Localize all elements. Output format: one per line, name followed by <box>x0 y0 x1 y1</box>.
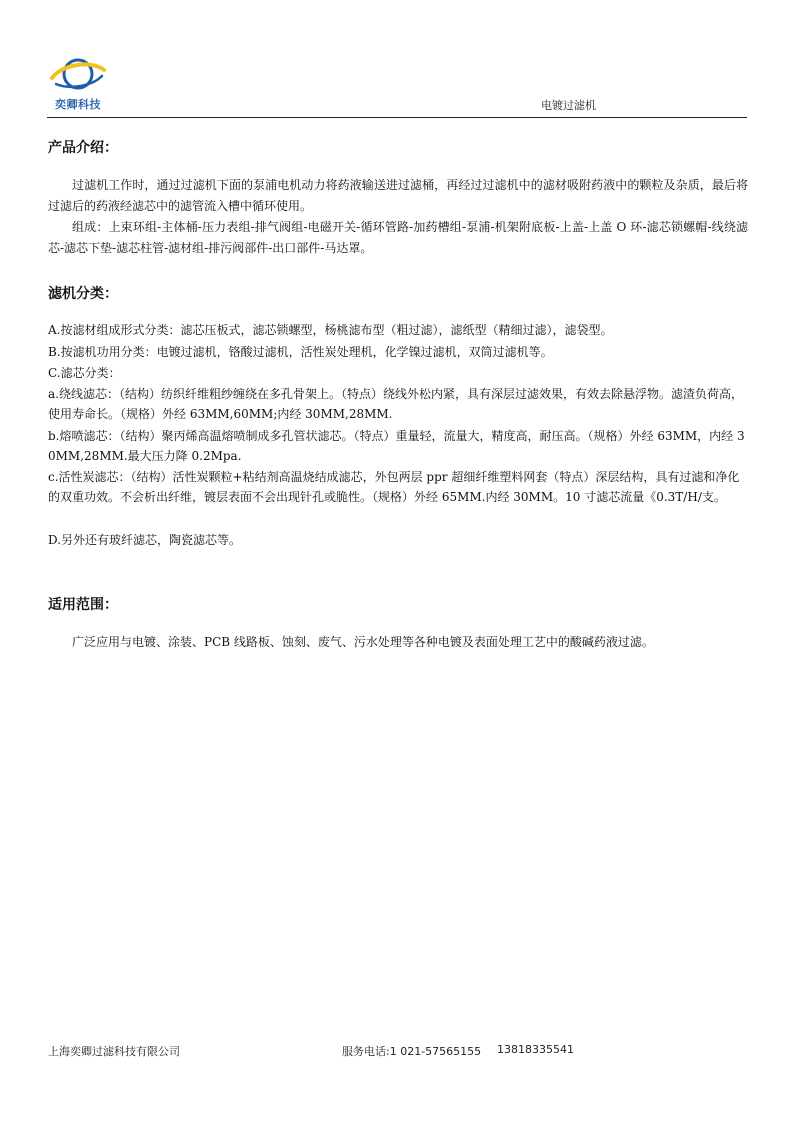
footer-mobile: 13818335541 <box>497 1043 574 1056</box>
header-divider <box>47 117 747 118</box>
scope-paragraph: 广泛应用与电镀、涂装、PCB 线路板、蚀刻、废气、污水处理等各种电镀及表面处理工艺中的酸碱药液过滤。 <box>72 635 654 649</box>
footer-phone: 服务电话:1 021-57565155 <box>342 1045 482 1058</box>
intro-heading: 产品介绍： <box>48 140 118 156</box>
filter-type-carbon: c.活性炭滤芯：（结构）活性炭颗粒+粘结剂高温烧结成滤芯，外包两层 ppr 超细纤维塑料网套（特点）深层结构，具有过滤和净化的双重功效。不会析出纤维，镀层表面不会出现针孔或脆性。（规格）外经 65MM.内经 30MM。10 寸滤芯流量《0.3T/H/支。 <box>48 470 740 504</box>
filter-type-meltblown: b.熔喷滤芯：（结构）聚丙烯高温熔喷制成多孔管状滤芯。（特点）重量轻，流量大，精度高，耐压高。（规格）外经 63MM，内经 30MM,28MM.最大压力降 0.2Mpa. <box>48 429 745 463</box>
classification-item-d: D.另外还有玻纤滤芯，陶瓷滤芯等。 <box>48 533 242 547</box>
logo-text: 奕卿科技 <box>55 98 101 111</box>
logo-orbit-icon <box>48 54 108 98</box>
composition-paragraph: 组成：上束环组-主体桶-压力表组-排气阀组-电磁开关-循环管路-加药槽组-泵浦-机架附底板-上盖-上盖 O 环-滤芯锁螺帽-线绕滤芯-滤芯下垫-滤芯柱管-滤材组-排污阀部件-出口部件-马达罩。 <box>48 220 748 255</box>
intro-paragraph: 过滤机工作时，通过过滤机下面的泵浦电机动力将药液输送进过滤桶，再经过过滤机中的滤材吸附药液中的颗粒及杂质，最后将过滤后的药液经滤芯中的滤管流入槽中循环使用。 <box>48 178 748 213</box>
classification-item-a: A.按滤材组成形式分类：滤芯压板式，滤芯锁螺型，杨桃滤布型（粗过滤），滤纸型（精细过滤），滤袋型。 <box>48 323 613 337</box>
classification-item-c: C.滤芯分类： <box>48 366 121 380</box>
company-logo <box>48 54 108 112</box>
filter-type-wound: a.绕线滤芯：（结构）纺织纤维粗纱缠绕在多孔骨架上。（特点）绕线外松内紧，具有深层过滤效果，有效去除悬浮物。滤渣负荷高，使用寿命长。（规格）外经 63MM,60MM;内经 30MM,28MM. <box>48 387 743 421</box>
document-title: 电镀过滤机 <box>541 99 596 112</box>
classification-heading: 滤机分类： <box>48 286 118 302</box>
scope-heading: 适用范围： <box>48 597 118 613</box>
footer-company: 上海奕卿过滤科技有限公司 <box>48 1045 180 1058</box>
classification-item-b: B.按滤机功用分类：电镀过滤机，铬酸过滤机，活性炭处理机，化学镍过滤机，双筒过滤机等。 <box>48 345 553 359</box>
